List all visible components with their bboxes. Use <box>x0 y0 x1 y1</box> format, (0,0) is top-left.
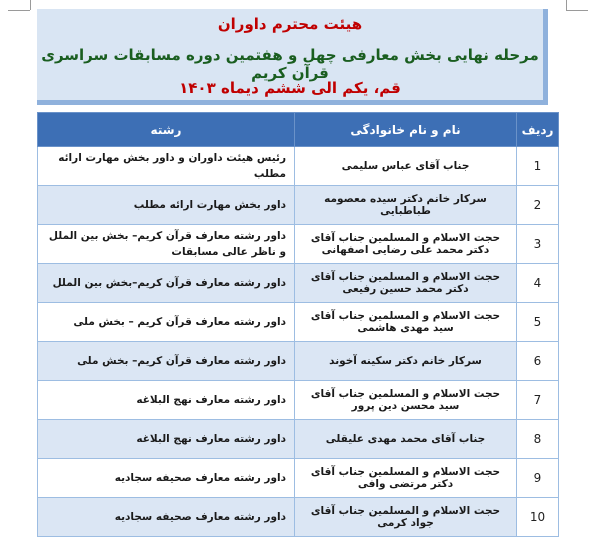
row-role: داور رشته معارف صحیفه سجادیه <box>38 459 295 498</box>
judges-table <box>37 112 559 537</box>
row-name: جناب آقای محمد مهدی علیقلی <box>295 420 517 459</box>
row-index: 5 <box>517 303 559 342</box>
title-line-3: قم، یکم الی ششم دیماه ۱۴۰۳ <box>179 79 401 97</box>
row-role: داور رشته معارف نهج البلاغه <box>38 420 295 459</box>
row-name: حجت الاسلام و المسلمین جناب آقای جواد کرمی <box>295 498 517 537</box>
row-name: سرکار خانم دکتر سکینه آخوند <box>295 342 517 381</box>
table-row <box>38 147 559 186</box>
row-index: 6 <box>517 342 559 381</box>
row-name: حجت الاسلام و المسلمین جناب آقای دکتر محمد علی رضایی اصفهانی <box>295 225 517 264</box>
title-line-2: مرحله نهایی بخش معارفی چهل و هفتمین دوره مسابقات سراسری قرآن کریم <box>41 46 539 82</box>
crop-mark <box>8 10 30 11</box>
row-index: 7 <box>517 381 559 420</box>
crop-mark <box>566 0 567 10</box>
row-index: 1 <box>517 147 559 186</box>
row-index: 4 <box>517 264 559 303</box>
row-index: 10 <box>517 498 559 537</box>
table-row <box>38 420 559 459</box>
table-row <box>38 303 559 342</box>
row-role: داور رشته معارف قرآن کریم – بخش ملی <box>38 303 295 342</box>
row-name: جناب آقای عباس سلیمی <box>295 147 517 186</box>
header-index: ردیف <box>517 113 559 147</box>
row-role: داور رشته معارف قرآن کریم– بخش ملی <box>38 342 295 381</box>
header-role: رشته <box>38 113 295 147</box>
table-row <box>38 264 559 303</box>
row-index: 2 <box>517 186 559 225</box>
row-index: 9 <box>517 459 559 498</box>
row-name: حجت الاسلام و المسلمین جناب آقای سید مهدی هاشمی <box>295 303 517 342</box>
row-role: رئیس هیئت داوران و داور بخش مهارت ارائه مطلب <box>38 147 295 186</box>
table-row <box>38 225 559 264</box>
table-row <box>38 381 559 420</box>
crop-mark <box>30 0 31 10</box>
table-row <box>38 342 559 381</box>
title-box <box>37 9 548 105</box>
row-role: داور رشته معارف قرآن کریم– بخش بین الملل و ناظر عالی مسابقات <box>38 225 295 264</box>
row-role: داور رشته معارف نهج البلاغه <box>38 381 295 420</box>
row-name: حجت الاسلام و المسلمین جناب آقای سید محسن دین پرور <box>295 381 517 420</box>
table-header-row <box>38 113 559 147</box>
row-role: داور بخش مهارت ارائه مطلب <box>38 186 295 225</box>
row-role: داور رشته معارف صحیفه سجادیه <box>38 498 295 537</box>
row-name: حجت الاسلام و المسلمین جناب آقای دکتر مرتضی وافی <box>295 459 517 498</box>
title-line-1: هیئت محترم داوران <box>217 15 363 33</box>
row-role: داور رشته معارف قرآن کریم–بخش بین الملل <box>38 264 295 303</box>
table-row <box>38 186 559 225</box>
row-name: سرکار خانم دکتر سیده معصومه طباطبایی <box>295 186 517 225</box>
header-name: نام و نام خانوادگی <box>295 113 517 147</box>
table-row <box>38 459 559 498</box>
crop-mark <box>566 10 588 11</box>
row-index: 3 <box>517 225 559 264</box>
row-index: 8 <box>517 420 559 459</box>
row-name: حجت الاسلام و المسلمین جناب آقای دکتر محمد حسین رفیعی <box>295 264 517 303</box>
table-row <box>38 498 559 537</box>
